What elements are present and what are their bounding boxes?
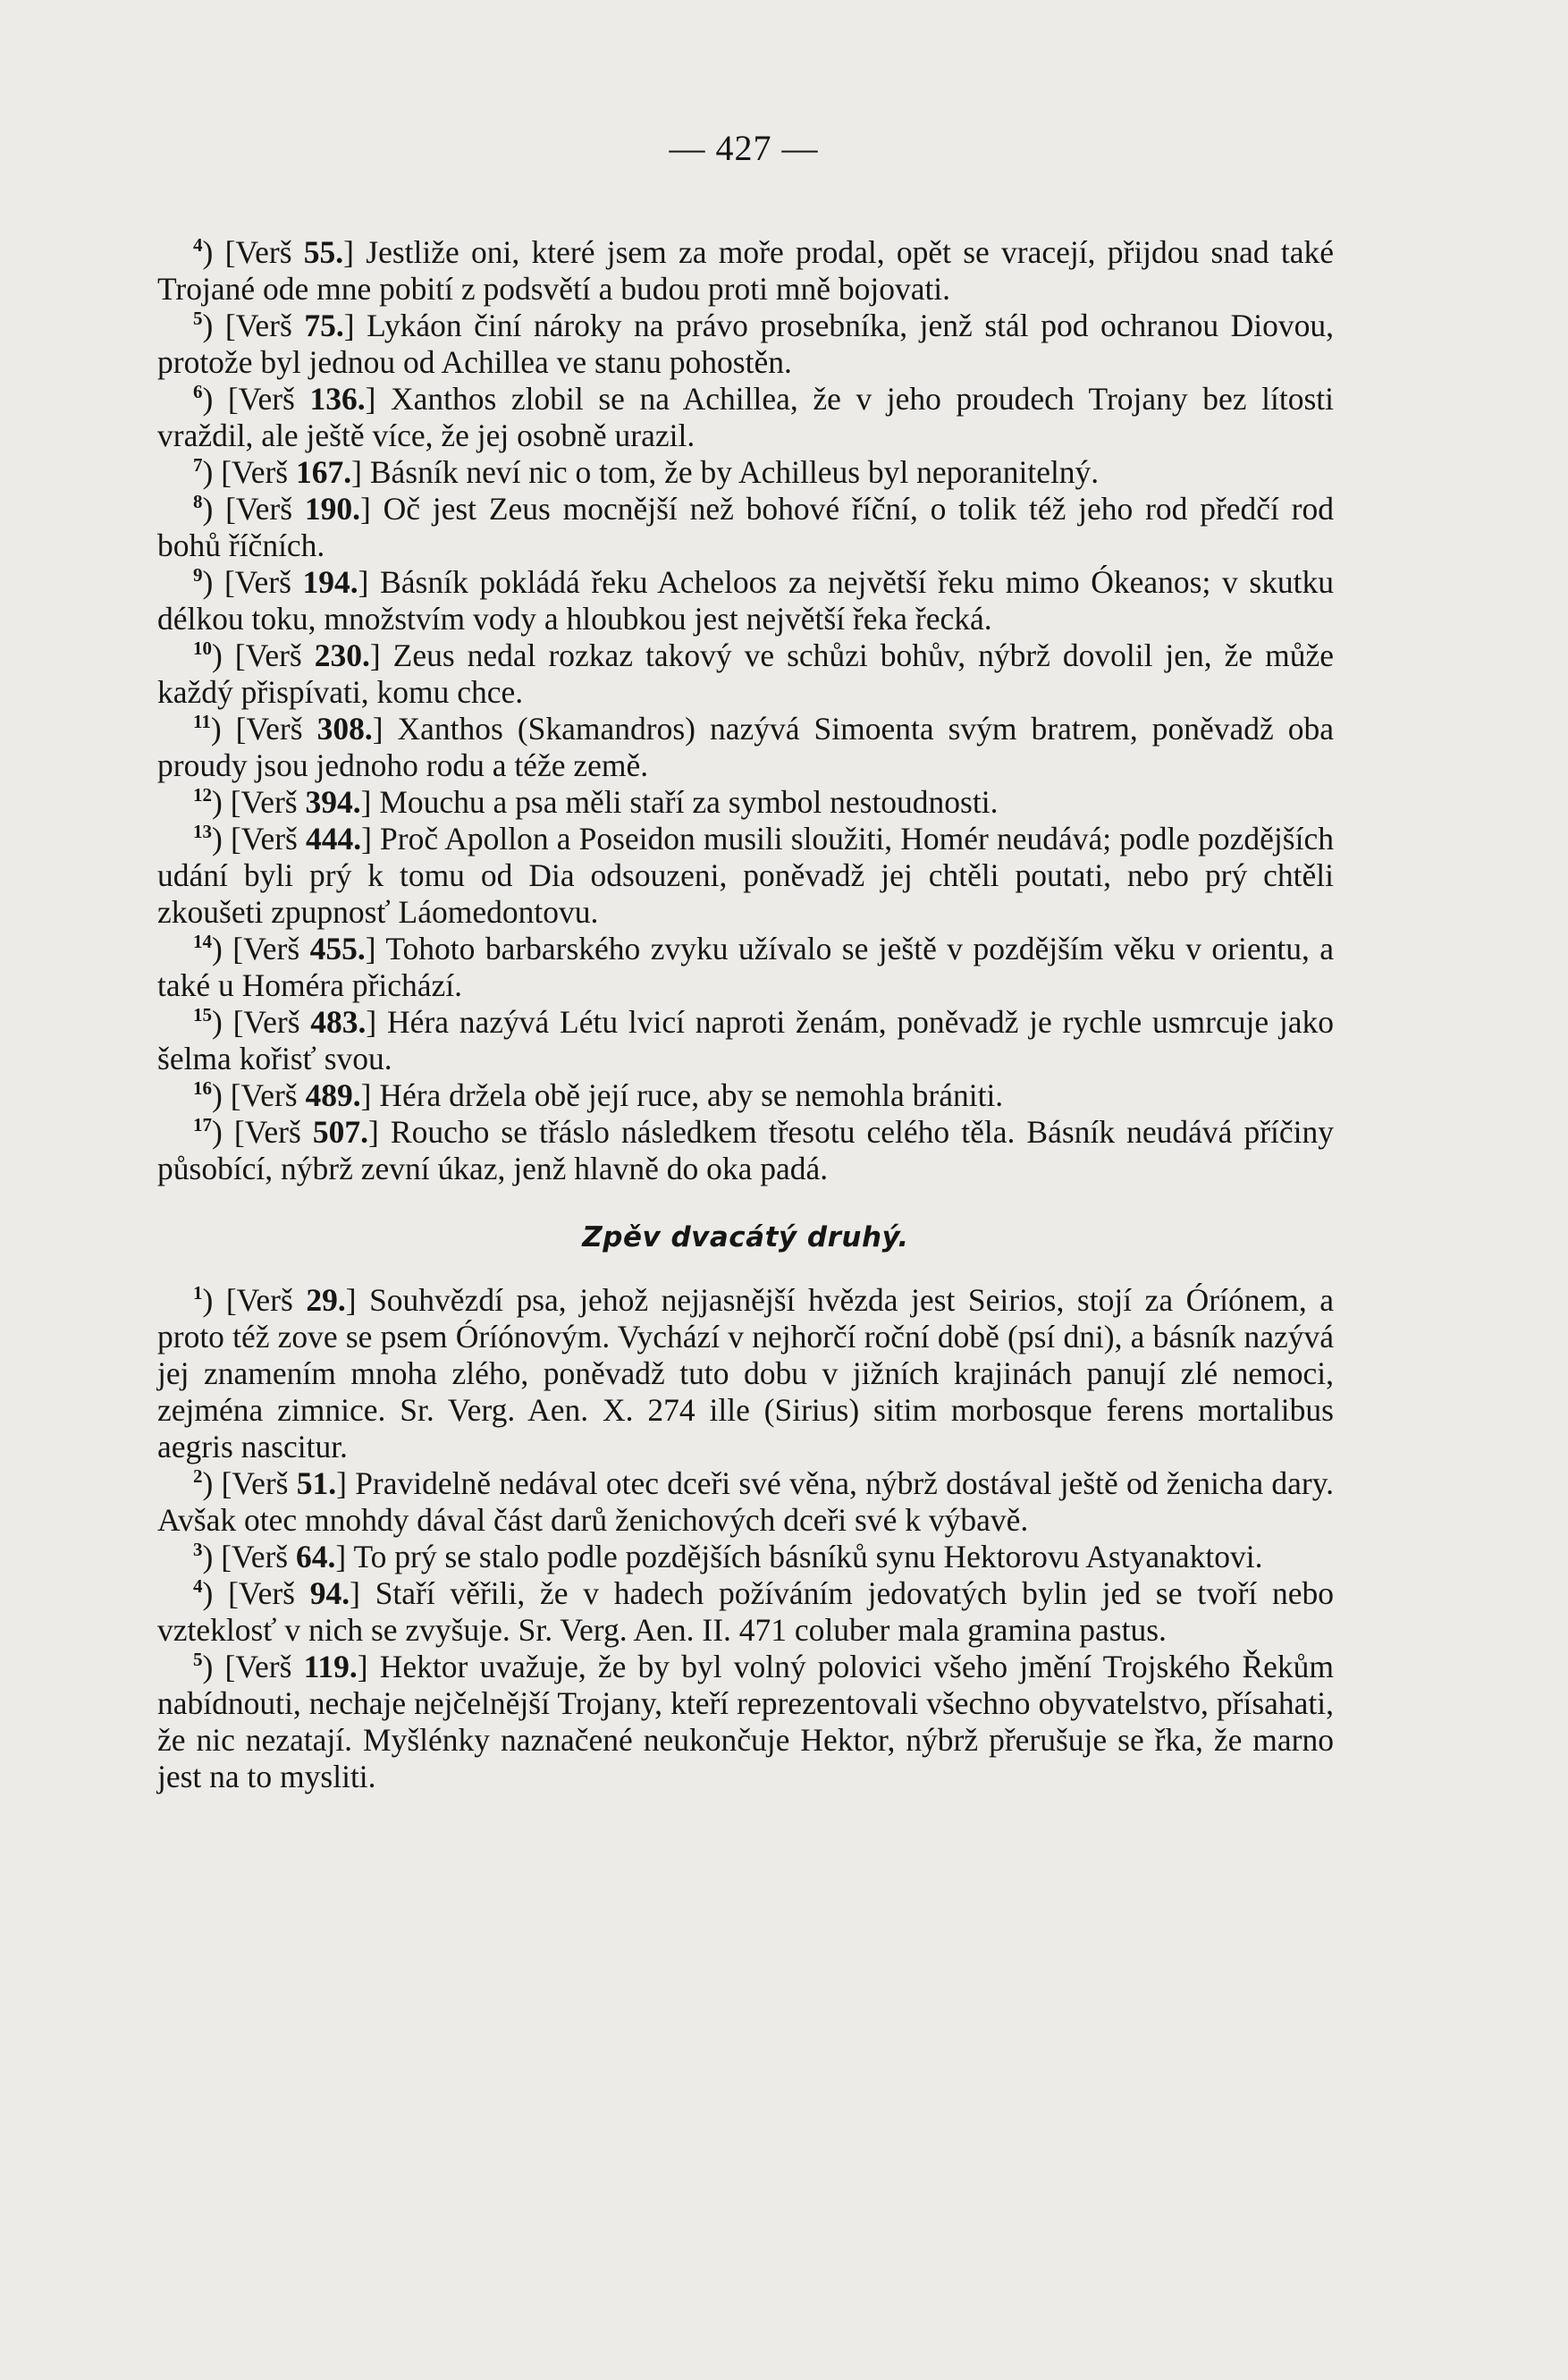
footnote-mark: 11	[193, 711, 211, 732]
footnote-mark: 15	[193, 1004, 212, 1025]
footnote-mark: 7	[193, 454, 203, 476]
footnote-text: Zeus nedal rozkaz takový ve schůzi bohův, nýbrž dovolil jen, že může každý přispívati, komu chce.	[157, 637, 1335, 710]
footnote: $^{15}$) [Verš 483.] Héra nazývá Létu lvicí naproti ženám, poněvadž je rychle usmrcuje jako šelma kořisť svou.	[157, 1004, 1334, 1076]
verse-reference: [Verš 455.]	[232, 931, 376, 966]
footnote: $^{10}$) [Verš 230.] Zeus nedal rozkaz takový ve schůzi bohův, nýbrž dovolil jen, že může každý přispívati, komu chce.	[157, 637, 1335, 710]
footnote-mark: 6	[193, 381, 203, 402]
footnote-mark: 4	[193, 1575, 203, 1597]
footnote: $^{16}$) [Verš 489.] Héra držela obě její ruce, aby se nemohla brániti.	[193, 1077, 1004, 1113]
verse-reference: [Verš 119.]	[224, 1649, 368, 1684]
verse-reference: [Verš 64.]	[221, 1539, 347, 1574]
verse-reference: [Verš 94.]	[228, 1575, 360, 1611]
footnote-text: Xanthos zlobil se na Achillea, že v jeho proudech Trojany bez lítosti vraždil, ale ještě více, že jej osobně urazil.	[157, 381, 1334, 453]
footnote-text: Jestliže oni, které jsem za moře prodal, opět se vracejí, přijdou snad také Trojané ode mne pobití z podsvětí a budou proti mně bojovati.	[157, 234, 1335, 307]
footnote-text: Tohoto barbarského zvyku užívalo se ještě v pozdějším věku v orientu, a také u Homéra přichází.	[157, 931, 1334, 1003]
footnote: $^{14}$) [Verš 455.] Tohoto barbarského zvyku užívalo se ještě v pozdějším věku v orientu, a také u Homéra přichází.	[157, 931, 1334, 1003]
verse-reference: [Verš 230.]	[234, 637, 381, 673]
verse-reference: [Verš 394.]	[230, 784, 372, 820]
footnote-text: Lykáon činí nároky na právo prosebníka, jenž stál pod ochranou Diovou, protože byl jednou od Achillea ve stanu pohostěn.	[157, 308, 1335, 380]
verse-reference: [Verš 190.]	[225, 491, 371, 527]
footnote-text: Básník pokládá řeku Acheloos za největší řeku mimo Ókeanos; v skutku délkou toku, množstvím vody a hloubkou jest největší řeka řecká.	[157, 564, 1335, 637]
footnote-mark: 9	[193, 564, 203, 586]
footnote: $^{12}$) [Verš 394.] Mouchu a psa měli staří za symbol nestoudnosti.	[193, 784, 999, 820]
footnote-mark: 3	[193, 1539, 203, 1560]
footnote: $^5$) [Verš 75.] Lykáon činí nároky na právo prosebníka, jenž stál pod ochranou Diovou, protože byl jednou od Achillea ve stanu pohostěn.	[157, 308, 1335, 380]
footnote-mark: 5	[193, 1649, 203, 1670]
footnote: $^5$) [Verš 119.] Hektor uvažuje, že by byl volný polovici všeho jmění Trojského Řekům nabídnouti, nechaje nejčelnější Trojany, kteří reprezentovali všechno obyvatelstvo, přísahati, že nic nezatají. Myšlénky naznačené neukončuje Hektor, nýbrž přerušuje se řka, že marno jest na to mysliti.	[157, 1649, 1334, 1794]
footnote-text: Proč Apollon a Poseidon musili sloužiti, Homér neudává; podle pozdějších udání byli prý k tomu od Dia odsouzeni, poněvadž jej chtěli poutati, nebo prý chtěli zkoušeti zpupnosť Láomedontovu.	[157, 821, 1334, 930]
footnote: $^3$) [Verš 64.] To prý se stalo podle pozdějších básníků synu Hektorovu Astyanaktovi.	[193, 1539, 1263, 1574]
footnote-text: Souhvězdí psa, jehož nejjasnější hvězda jest Seirios, stojí za Óríónem, a proto též zove se psem Óríónovým. Vychází v nejhorčí roční době (psí dni), a básník nazývá jej znamením mnoha zlého, poněvadž tuto dobu v jižních krajinách panují zlé nemoci, zejména zimnice. Sr. Verg. Aen. X. 274 ille (Sirius) sitim morbosque ferens mortalibus aegris nascitur.	[157, 1282, 1335, 1464]
footnote: $^8$) [Verš 190.] Oč jest Zeus mocnější než bohové říční, o tolik též jeho rod předčí rod bohů říčních.	[157, 491, 1334, 563]
notes-text	[157, 234, 1334, 1795]
footnote-text: Roucho se třáslo následkem třesotu celého těla. Básník neudává příčiny působící, nýbrž zevní úkaz, jenž hlavně do oka padá.	[157, 1114, 1334, 1186]
footnote-mark: 10	[193, 637, 212, 659]
verse-reference: [Verš 308.]	[235, 711, 384, 747]
footnote: $^1$) [Verš 29.] Souhvězdí psa, jehož nejjasnější hvězda jest Seirios, stojí za Óríónem, a proto též zove se psem Óríónovým. Vychází v nejhorčí roční době (psí dni), a básník nazývá jej znamením mnoha zlého, poněvadž tuto dobu v jižních krajinách panují zlé nemoci, zejména zimnice. Sr. Verg. Aen. X. 274 ille (Sirius) sitim morbosque ferens mortalibus aegris nascitur.	[157, 1282, 1335, 1464]
footnote-mark: 13	[193, 821, 212, 842]
footnote: $^7$) [Verš 167.] Básník neví nic o tom, že by Achilleus byl neporanitelný.	[193, 454, 1100, 490]
footnote-text: Héra držela obě její ruce, aby se nemohla brániti.	[379, 1077, 1004, 1113]
verse-reference: [Verš 194.]	[223, 564, 369, 600]
verse-reference: [Verš 55.]	[224, 234, 354, 270]
footnote: $^{17}$) [Verš 507.] Roucho se třáslo následkem třesotu celého těla. Básník neudává příčiny působící, nýbrž zevní úkaz, jenž hlavně do oka padá.	[157, 1114, 1334, 1186]
footnote-text: Hektor uvažuje, že by byl volný polovici všeho jmění Trojského Řekům nabídnouti, nechaje nejčelnější Trojany, kteří reprezentovali všechno obyvatelstvo, přísahati, že nic nezatají. Myšlénky naznačené neukončuje Hektor, nýbrž přerušuje se řka, že marno jest na to mysliti.	[157, 1649, 1334, 1794]
footnote: $^4$) [Verš 94.] Staří věřili, že v hadech požíváním jedovatých bylin jed se tvoří nebo vzteklosť v nich se zvyšuje. Sr. Verg. Aen. II. 471 coluber mala gramina pastus.	[157, 1575, 1335, 1648]
verse-reference: [Verš 167.]	[221, 454, 362, 490]
footnote-mark: 5	[193, 308, 203, 329]
footnote-text: Staří věřili, že v hadech požíváním jedovatých bylin jed se tvoří nebo vzteklosť v nich se zvyšuje. Sr. Verg. Aen. II. 471 coluber mala gramina pastus.	[157, 1575, 1335, 1648]
footnote-text: Mouchu a psa měli staří za symbol nestoudnosti.	[379, 784, 999, 820]
footnote-text: Héra nazývá Létu lvicí naproti ženám, poněvadž je rychle usmrcuje jako šelma kořisť svou.	[157, 1004, 1334, 1076]
footnote-text: Oč jest Zeus mocnější než bohové říční, o tolik též jeho rod předčí rod bohů říčních.	[157, 491, 1334, 563]
verse-reference: [Verš 136.]	[227, 381, 376, 417]
footnote: $^{13}$) [Verš 444.] Proč Apollon a Poseidon musili sloužiti, Homér neudává; podle pozdějších udání byli prý k tomu od Dia odsouzeni, poněvadž jej chtěli poutati, nebo prý chtěli zkoušeti zpupnosť Láomedontovu.	[157, 821, 1334, 930]
footnote-text: Xanthos (Skamandros) nazývá Simoenta svým bratrem, poněvadž oba proudy jsou jednoho rodu a téže země.	[157, 711, 1335, 783]
verse-reference: [Verš 489.]	[230, 1077, 372, 1113]
footnote-mark: 4	[193, 234, 203, 256]
verse-reference: [Verš 507.]	[233, 1114, 379, 1150]
verse-reference: [Verš 75.]	[224, 308, 355, 343]
footnote-text: Básník neví nic o tom, že by Achilleus byl neporanitelný.	[369, 454, 1100, 490]
verse-reference: [Verš 29.]	[225, 1282, 357, 1318]
section-heading: Zpěv dvacátý druhý.	[582, 1221, 909, 1253]
footnote: $^9$) [Verš 194.] Básník pokládá řeku Acheloos za největší řeku mimo Ókeanos; v skutku délkou toku, množstvím vody a hloubkou jest největší řeka řecká.	[157, 564, 1335, 637]
verse-reference: [Verš 483.]	[232, 1004, 377, 1040]
page-number: — 427 —	[669, 128, 819, 168]
footnote-mark: 17	[193, 1114, 212, 1135]
footnote-text: To prý se stalo podle pozdějších básníků synu Hektorovu Astyanaktovi.	[353, 1539, 1263, 1574]
footnote-mark: 1	[193, 1282, 203, 1304]
footnote-text: Pravidelně nedával otec dceři své věna, nýbrž dostával ještě od ženicha dary. Avšak otec mnohdy dával část darů ženichových dceři své k výbavě.	[157, 1465, 1335, 1538]
footnote-mark: 2	[193, 1465, 203, 1487]
footnote-mark: 12	[193, 784, 212, 806]
footnote-mark: 16	[193, 1077, 212, 1099]
footnote: $^6$) [Verš 136.] Xanthos zlobil se na Achillea, že v jeho proudech Trojany bez lítosti vraždil, ale ještě více, že jej osobně urazil.	[157, 381, 1334, 453]
footnote-mark: 14	[193, 931, 212, 952]
verse-reference: [Verš 444.]	[230, 821, 372, 857]
footnote: $^4$) [Verš 55.] Jestliže oni, které jsem za moře prodal, opět se vracejí, přijdou snad také Trojané ode mne pobití z podsvětí a budou proti mně bojovati.	[157, 234, 1335, 307]
footnote-mark: 8	[193, 491, 203, 512]
footnote: $^{11}$) [Verš 308.] Xanthos (Skamandros) nazývá Simoenta svým bratrem, poněvadž oba proudy jsou jednoho rodu a téže země.	[157, 711, 1335, 783]
footnote: $^2$) [Verš 51.] Pravidelně nedával otec dceři své věna, nýbrž dostával ještě od ženicha dary. Avšak otec mnohdy dával část darů ženichových dceři své k výbavě.	[157, 1465, 1335, 1538]
verse-reference: [Verš 51.]	[221, 1465, 347, 1501]
